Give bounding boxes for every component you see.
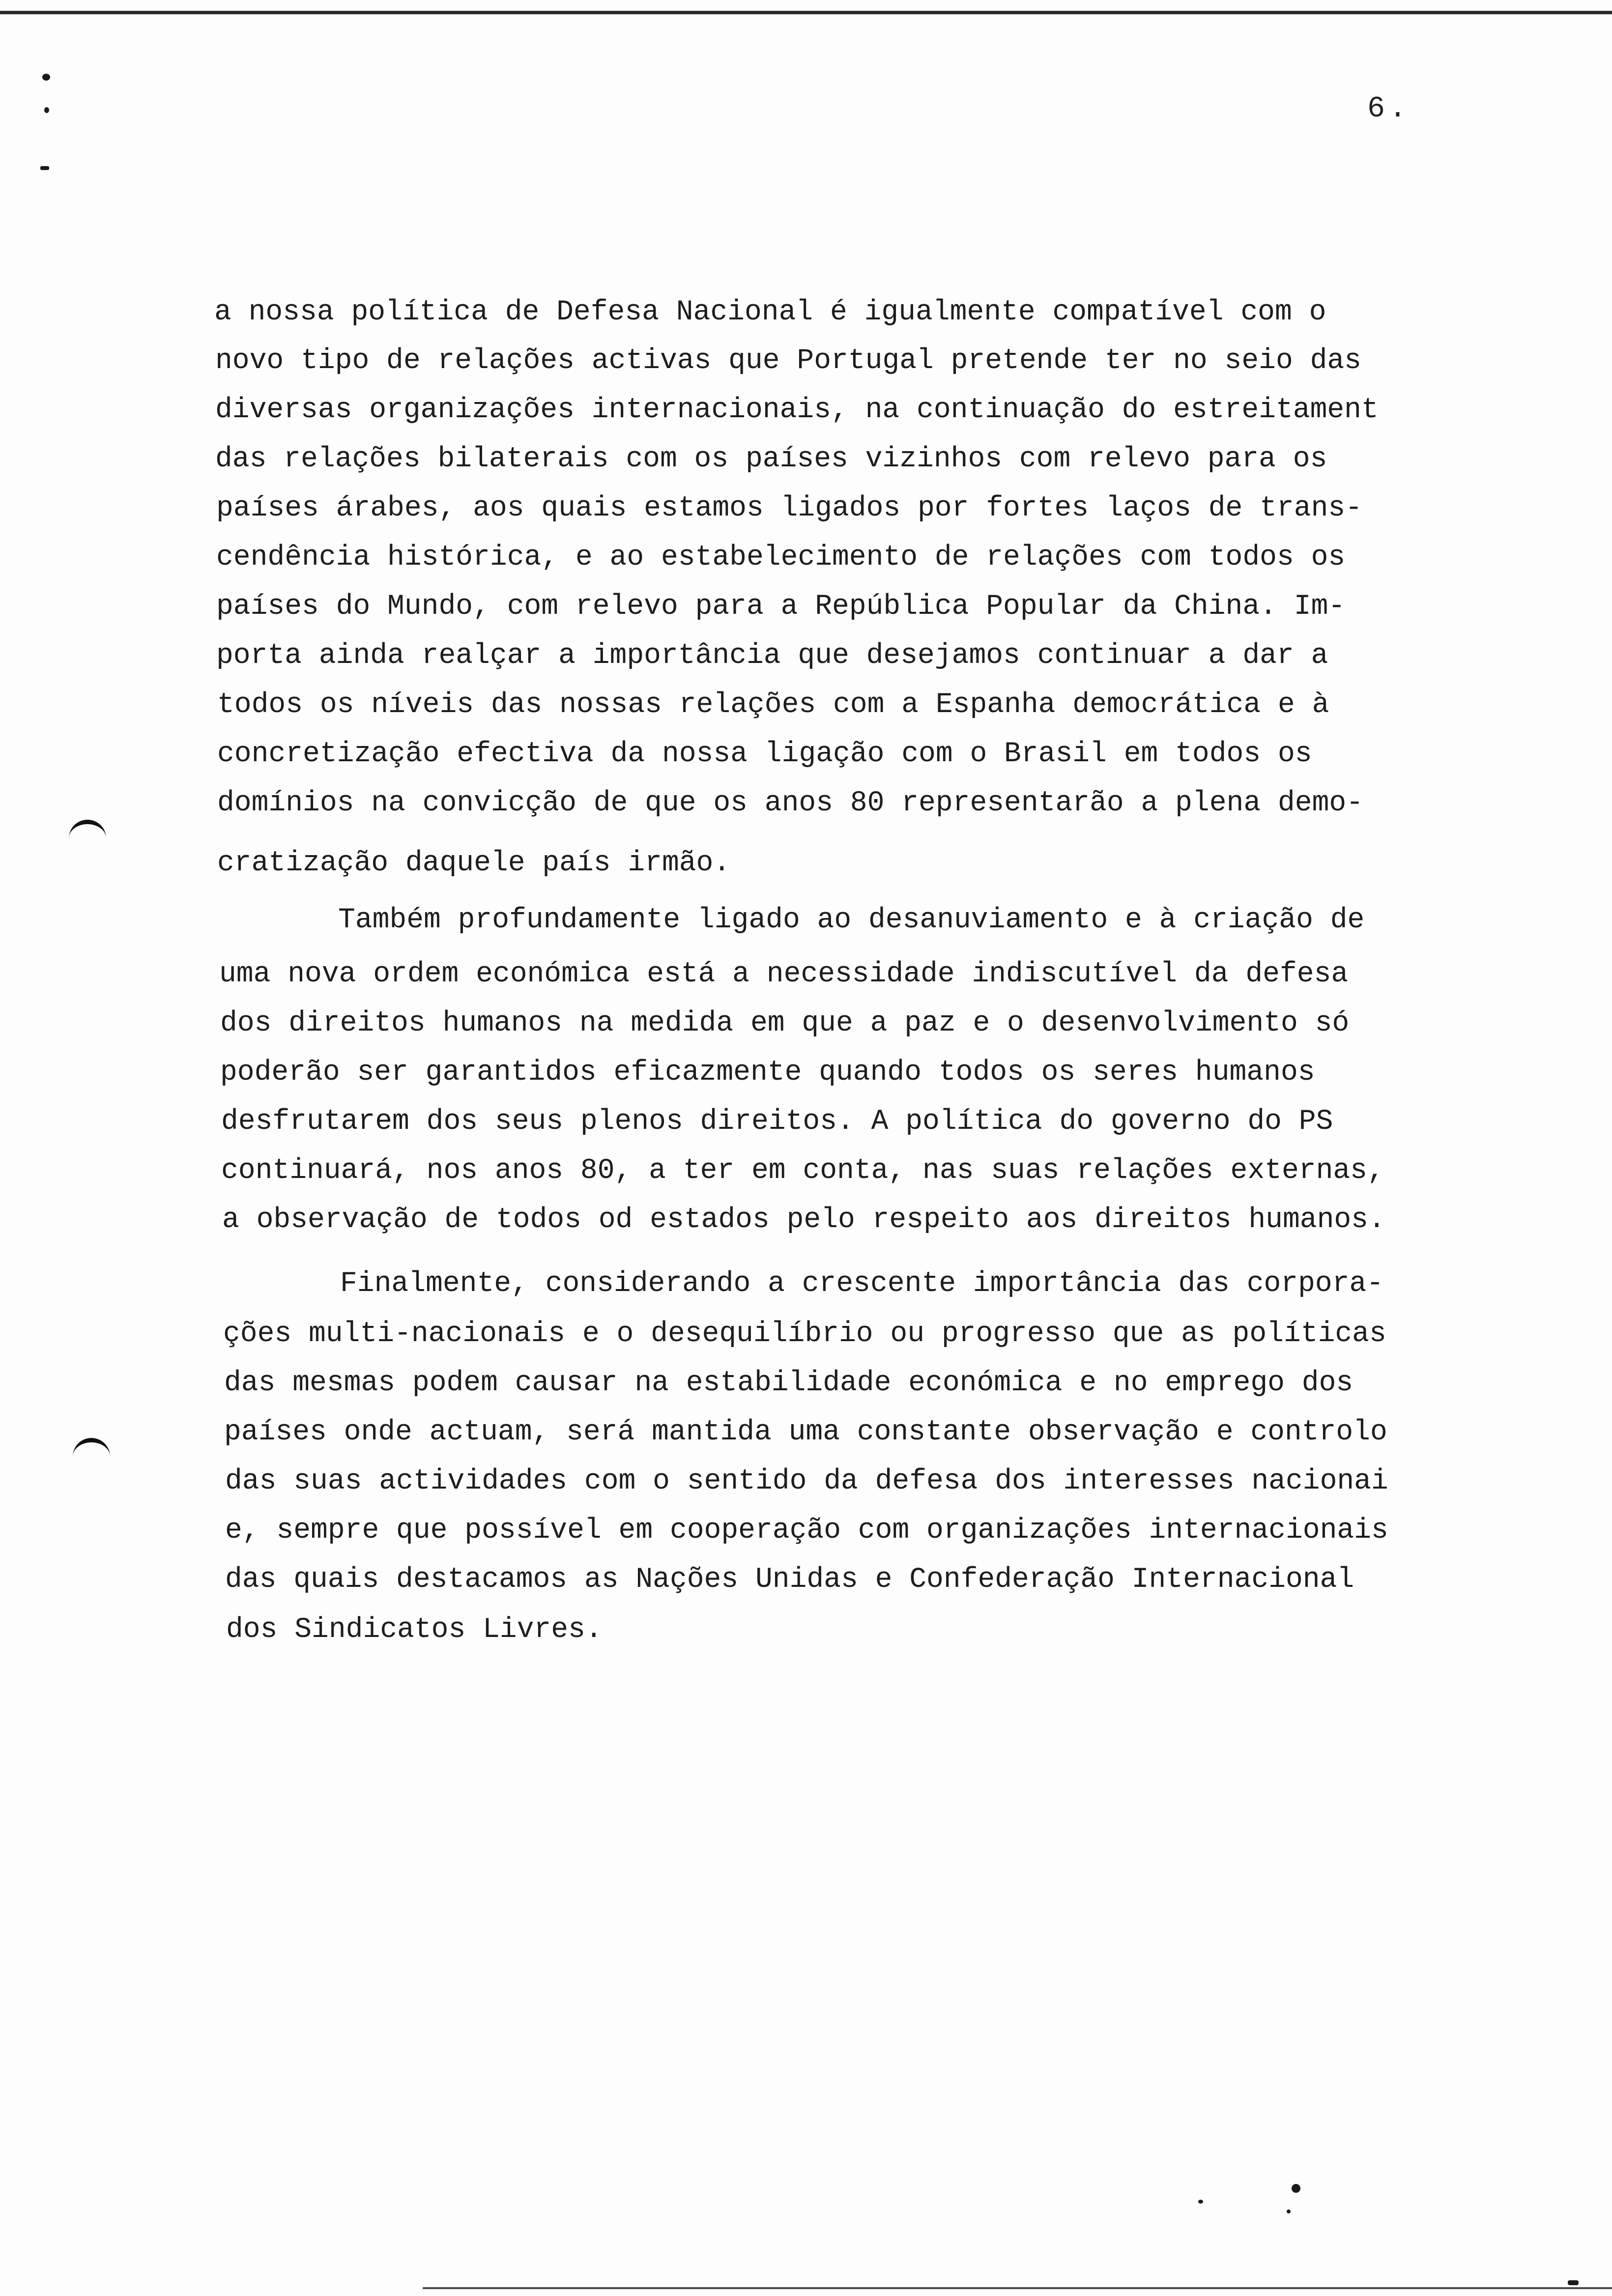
text-line: porta ainda realçar a importância que desejamos continuar a dar a <box>216 640 1328 672</box>
text-line: e, sempre que possível em cooperação com organizações internacionais <box>225 1515 1388 1547</box>
scan-speck <box>1198 2200 1203 2204</box>
text-line: novo tipo de relações activas que Portugal pretende ter no seio das <box>215 345 1361 377</box>
text-line: poderão ser garantidos eficazmente quando todos os seres humanos <box>220 1057 1315 1089</box>
text-line: Finalmente, considerando a crescente importância das corpora- <box>340 1268 1384 1300</box>
text-line: das suas actividades com o sentido da defesa dos interesses nacionai <box>225 1465 1388 1497</box>
scan-speck <box>1287 2210 1291 2213</box>
text-line: a nossa política de Defesa Nacional é igualmente compatível com o <box>214 296 1326 328</box>
text-line: continuará, nos anos 80, a ter em conta, nas suas relações externas, <box>221 1155 1384 1187</box>
top-edge-rule <box>0 11 1612 14</box>
scan-speck <box>40 166 49 170</box>
text-line: dos direitos humanos na medida em que a paz e o desenvolvimento só <box>220 1007 1350 1039</box>
text-line: dos Sindicatos Livres. <box>226 1614 603 1646</box>
text-line: das relações bilaterais com os países vizinhos com relevo para os <box>215 443 1327 475</box>
punch-hole-mark <box>73 1438 110 1462</box>
scan-speck <box>42 74 50 81</box>
text-line: países do Mundo, com relevo para a República Popular da China. Im- <box>216 591 1346 623</box>
text-line: países onde actuam, será mantida uma constante observação e controlo <box>224 1416 1387 1448</box>
text-line: desfrutarem dos seus plenos direitos. A política do governo do PS <box>221 1106 1333 1138</box>
scan-speck <box>1568 2280 1579 2285</box>
text-line: cratização daquele país irmão. <box>217 847 731 879</box>
scan-speck <box>1292 2184 1300 2193</box>
bottom-edge-rule <box>423 2287 1612 2289</box>
text-line: países árabes, aos quais estamos ligados por fortes laços de trans- <box>216 492 1362 524</box>
text-line: cendência histórica, e ao estabelecimento de relações com todos os <box>216 542 1346 574</box>
page-number: 6. <box>1367 92 1411 126</box>
text-line: domínios na convicção de que os anos 80 representarão a plena demo- <box>217 787 1363 819</box>
scan-speck <box>44 107 49 113</box>
text-line: das mesmas podem causar na estabilidade económica e no emprego dos <box>224 1367 1353 1399</box>
text-line: Também profundamente ligado ao desanuviamento e à criação de <box>338 904 1365 936</box>
text-line: concretização efectiva da nossa ligação com o Brasil em todos os <box>217 738 1312 770</box>
text-line: uma nova ordem económica está a necessidade indiscutível da defesa <box>219 958 1349 990</box>
text-line: diversas organizações internacionais, na continuação do estreitament <box>215 394 1379 426</box>
text-line: a observação de todos od estados pelo respeito aos direitos humanos. <box>222 1204 1385 1236</box>
text-line: das quais destacamos as Nações Unidas e Confederação Internacional <box>225 1564 1354 1596</box>
text-line: ções multi-nacionais e o desequilíbrio ou progresso que as políticas <box>223 1318 1386 1350</box>
text-line: todos os níveis das nossas relações com a Espanha democrática e à <box>217 689 1329 721</box>
punch-hole-mark <box>69 820 106 844</box>
